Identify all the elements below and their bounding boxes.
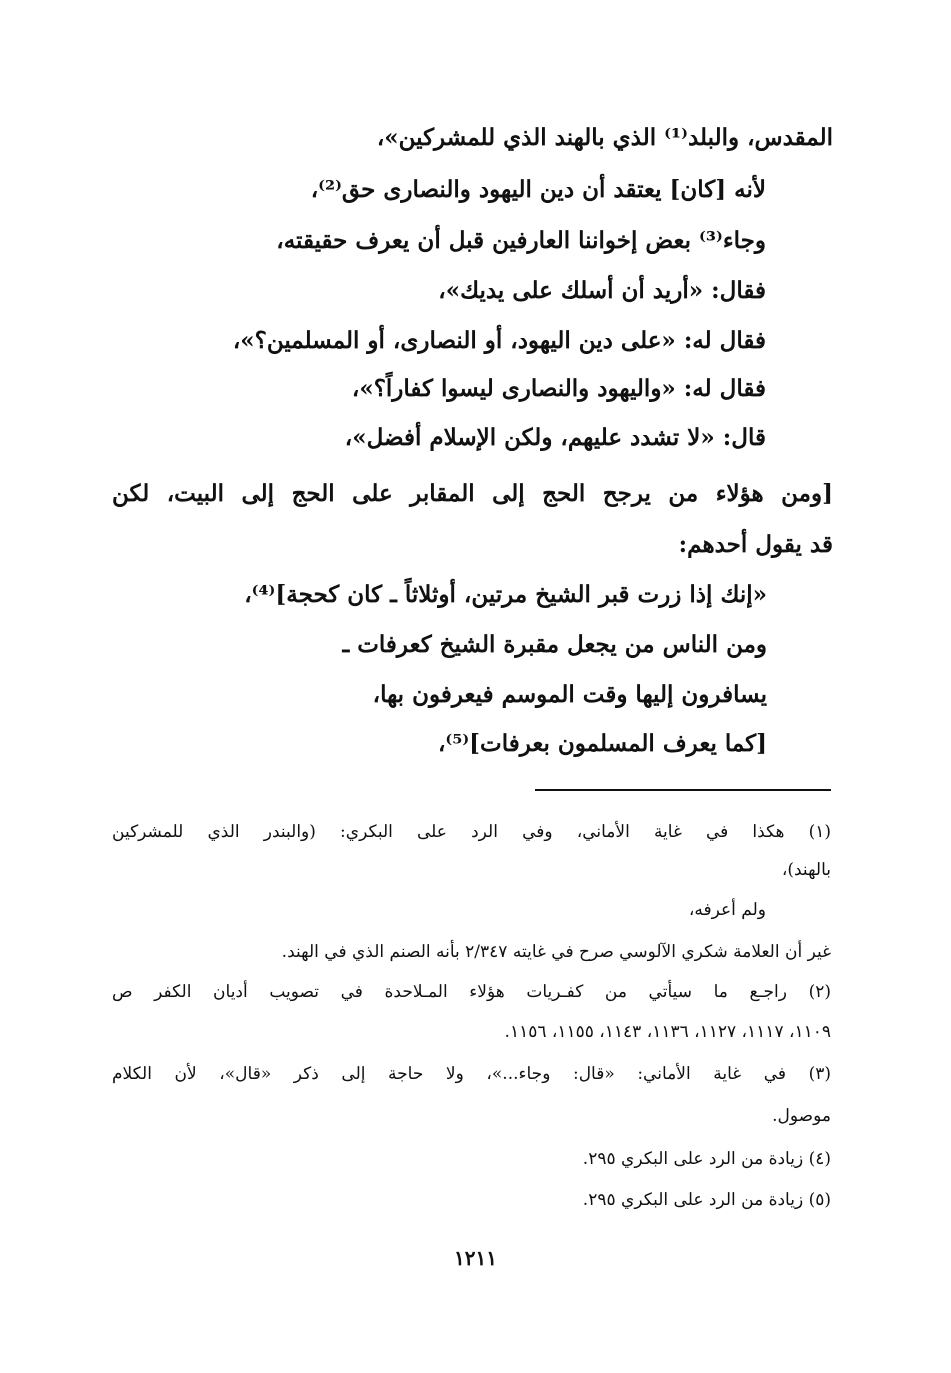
text-line: فقال: «أريد أن أسلك على يديك»، bbox=[438, 277, 766, 304]
text-line: لأنه [كان] يعتقد أن دين اليهود والنصارى حق⁽²⁾، bbox=[310, 176, 766, 203]
footnote-line: (٢) راجـع ما سيأتي من كفـريات هؤلاء المـلاحدة في تصويب أديان الكفر ص bbox=[112, 982, 831, 1002]
text-line: «إنك إذا زرت قبر الشيخ مرتين، أوثلاثاً ـ كان كحجة]⁽⁴⁾، bbox=[244, 581, 767, 608]
footnote-line: (٥) زيادة من الرد على البكري ٢٩٥. bbox=[582, 1190, 831, 1210]
footnote-line: (١) هكذا في غاية الأماني، وفي الرد على البكري: (والبندر الذي للمشركين bbox=[112, 822, 831, 842]
text-line: [كما يعرف المسلمون بعرفات]⁽⁵⁾، bbox=[437, 730, 767, 757]
page-number: ١٢١١ bbox=[454, 1246, 497, 1270]
footnote-line: (٣) في غاية الأماني: «قال: وجاء...»، ولا حاجة إلى ذكر «قال»، لأن الكلام bbox=[112, 1064, 831, 1084]
text-line: يسافرون إليها وقت الموسم فيعرفون بها، bbox=[372, 681, 767, 708]
footnote-divider bbox=[535, 789, 831, 791]
footnote-line: غير أن العلامة شكري الآلوسي صرح في غايته ٢/٣٤٧ بأنه الصنم الذي في الهند. bbox=[281, 942, 831, 962]
text-line: المقدس، والبلد⁽¹⁾ الذي بالهند الذي للمشركين»، bbox=[376, 124, 833, 151]
footnote-line: (٤) زيادة من الرد على البكري ٢٩٥. bbox=[582, 1149, 831, 1169]
text-line: قال: «لا تشدد عليهم، ولكن الإسلام أفضل»، bbox=[344, 424, 766, 451]
footnote-line: موصول. bbox=[772, 1106, 831, 1126]
text-line: ومن الناس من يجعل مقبرة الشيخ كعرفات ـ bbox=[342, 631, 767, 658]
text-line: وجاء⁽³⁾ بعض إخواننا العارفين قبل أن يعرف حقيقته، bbox=[276, 227, 766, 254]
text-line: [ومن هؤلاء من يرجح الحج إلى المقابر على الحج إلى البيت، لكن bbox=[112, 480, 833, 507]
footnote-line: ولم أعرفه، bbox=[688, 900, 766, 920]
text-line: فقال له: «على دين اليهود، أو النصارى، أو المسلمين؟»، bbox=[232, 327, 766, 354]
text-line: قد يقول أحدهم: bbox=[678, 531, 833, 558]
footnote-line: بالهند)، bbox=[781, 860, 831, 880]
footnote-line: ١١٠٩، ١١١٧، ١١٢٧، ١١٣٦، ١١٤٣، ١١٥٥، ١١٥٦. bbox=[504, 1022, 831, 1042]
text-line: فقال له: «واليهود والنصارى ليسوا كفاراً؟»، bbox=[351, 375, 766, 402]
